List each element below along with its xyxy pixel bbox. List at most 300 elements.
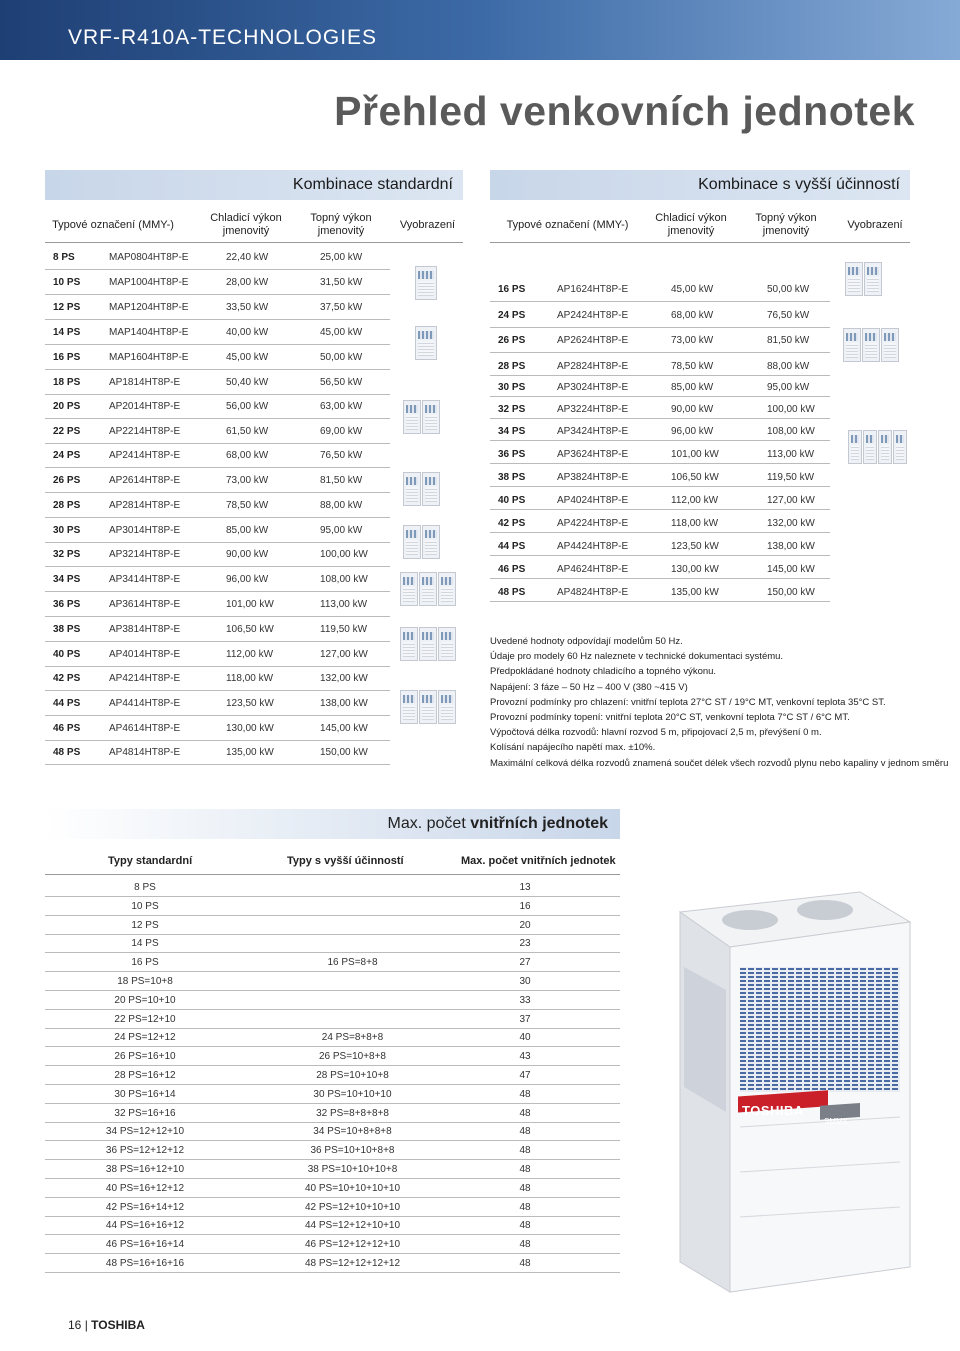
row-model: AP3224HT8P-E xyxy=(557,404,629,415)
row-standard: 30 PS=16+14 xyxy=(114,1088,176,1100)
row-standard: 34 PS=12+12+10 xyxy=(105,1126,185,1138)
table-row xyxy=(490,465,830,487)
row-efficient: 42 PS=12+10+10+10 xyxy=(304,1201,401,1213)
row-ps: 12 PS xyxy=(53,302,81,313)
row-ps: 38 PS xyxy=(498,472,526,483)
row-heating: 100,00 kW xyxy=(767,404,815,415)
page-title: Přehled venkovních jednotek xyxy=(334,88,915,134)
table-row xyxy=(45,1047,620,1066)
table-row xyxy=(45,897,620,916)
row-ps: 8 PS xyxy=(53,252,75,263)
max-indoor-heading xyxy=(45,809,620,839)
row-standard: 48 PS=16+16+16 xyxy=(105,1258,185,1269)
row-cooling: 96,00 kW xyxy=(671,426,714,437)
row-model: MAP1004HT8P-E xyxy=(109,277,189,288)
series-title: VRF-R410A-TECHNOLOGIES xyxy=(68,26,378,49)
row-heating: 95,00 kW xyxy=(767,382,810,393)
outdoor-module-icon xyxy=(864,262,882,296)
row-standard: 20 PS=10+10 xyxy=(114,994,176,1006)
outdoor-module-icon xyxy=(400,690,418,724)
row-efficient: 36 PS=10+10+8+8 xyxy=(310,1145,395,1157)
table-row xyxy=(45,345,390,370)
page-footer xyxy=(68,1318,145,1332)
footer-brand: TOSHIBA xyxy=(91,1318,145,1332)
outdoor-module-icon xyxy=(422,525,440,559)
row-ps: 24 PS xyxy=(53,450,81,461)
row-model: AP3214HT8P-E xyxy=(109,549,181,560)
row-ps: 28 PS xyxy=(53,500,81,511)
std-col-cool: Chladicí výkon jmenovitý xyxy=(210,212,282,237)
row-heating: 113,00 kW xyxy=(320,599,368,610)
row-efficient: 40 PS=10+10+10+10 xyxy=(304,1182,401,1194)
page-number: 16 xyxy=(68,1318,82,1332)
outdoor-module-icon xyxy=(419,690,437,724)
row-ps: 34 PS xyxy=(498,426,526,437)
row-cooling: 90,00 kW xyxy=(671,404,714,415)
row-efficient: 32 PS=8+8+8+8 xyxy=(316,1107,389,1119)
table-row xyxy=(45,394,390,419)
row-heating: 69,00 kW xyxy=(320,426,363,437)
row-ps: 32 PS xyxy=(498,404,526,415)
row-cooling: 33,50 kW xyxy=(226,302,269,313)
table-row xyxy=(45,642,390,667)
table-row xyxy=(45,320,390,345)
note-line: Výpočtová délka rozvodů: hlavní rozvod 5 m, připojovací 2,5 m, převýšení 0 m. xyxy=(490,727,822,739)
table-row xyxy=(45,270,390,295)
row-efficient: 16 PS=8+8 xyxy=(327,957,378,969)
row-efficient: 24 PS=8+8+8 xyxy=(321,1032,384,1044)
eff-col-model: Typové označení (MMY-) xyxy=(506,219,629,231)
max-col-standard: Typy standardní xyxy=(108,855,193,867)
table-row xyxy=(490,511,830,533)
max-col-max: Max. počet vnitřních jednotek xyxy=(461,855,616,867)
row-max: 48 xyxy=(519,1164,531,1175)
table-row xyxy=(45,1254,620,1273)
row-model: AP4414HT8P-E xyxy=(109,698,181,709)
table-row xyxy=(45,691,390,716)
row-ps: 16 PS xyxy=(53,352,81,363)
table-row xyxy=(490,442,830,464)
row-heating: 113,00 kW xyxy=(767,449,815,460)
row-heating: 132,00 kW xyxy=(767,518,815,529)
row-model: AP2424HT8P-E xyxy=(557,310,629,321)
row-max: 48 xyxy=(519,1220,531,1232)
note-line: Kolísání napájecího napětí max. ±10%. xyxy=(490,742,656,754)
row-model: AP4614HT8P-E xyxy=(109,723,181,734)
table-row xyxy=(45,419,390,444)
row-model: AP3814HT8P-E xyxy=(109,624,181,635)
table-row xyxy=(45,953,620,972)
max-indoor-heading-bold: vnitřních jednotek xyxy=(470,815,608,832)
row-model: MAP1604HT8P-E xyxy=(109,352,189,363)
row-ps: 44 PS xyxy=(53,698,81,709)
table-row xyxy=(45,542,390,567)
row-standard: 44 PS=16+16+12 xyxy=(105,1220,185,1232)
table-row xyxy=(45,1235,620,1254)
eff-col-heat: Topný výkon jmenovitý xyxy=(755,212,817,237)
table-row xyxy=(45,740,390,765)
row-ps: 18 PS xyxy=(53,377,81,388)
row-cooling: 40,00 kW xyxy=(226,327,269,338)
row-ps: 26 PS xyxy=(53,475,81,486)
row-heating: 108,00 kW xyxy=(320,574,368,585)
row-heating: 25,00 kW xyxy=(320,252,363,263)
row-cooling: 112,00 kW xyxy=(226,649,274,660)
row-cooling: 101,00 kW xyxy=(226,599,274,610)
footer-separator: | xyxy=(84,1318,92,1332)
outdoor-module-icon xyxy=(400,572,418,606)
row-heating: 81,50 kW xyxy=(320,475,363,486)
table-row xyxy=(45,617,390,642)
row-max: 48 xyxy=(519,1107,531,1119)
outdoor-module-icon xyxy=(415,326,437,360)
table-row xyxy=(45,1010,620,1029)
photo-brand-logo: TOSHIBA xyxy=(742,1103,804,1118)
max-col-efficient: Typy s vyšší účinností xyxy=(287,855,404,867)
outdoor-unit-photo xyxy=(660,872,930,1302)
row-model: AP1624HT8P-E xyxy=(557,284,629,295)
eff-col-image: Vyobrazení xyxy=(847,219,903,231)
row-ps: 34 PS xyxy=(53,574,81,585)
row-heating: 76,50 kW xyxy=(767,310,810,321)
std-col-heat: Topný výkon jmenovitý xyxy=(310,212,372,237)
notes-block xyxy=(490,634,950,771)
row-cooling: 22,40 kW xyxy=(226,252,269,263)
row-efficient: 26 PS=10+8+8 xyxy=(318,1051,386,1063)
row-ps: 40 PS xyxy=(53,649,81,660)
row-efficient: 44 PS=12+12+10+10 xyxy=(304,1220,401,1232)
row-heating: 76,50 kW xyxy=(320,450,363,461)
row-ps: 36 PS xyxy=(53,599,81,610)
row-max: 43 xyxy=(519,1051,531,1063)
row-max: 48 xyxy=(519,1145,531,1157)
row-model: MAP1204HT8P-E xyxy=(109,302,189,313)
row-ps: 48 PS xyxy=(53,747,81,758)
row-ps: 24 PS xyxy=(498,310,526,321)
table-row xyxy=(45,878,620,897)
table-row xyxy=(45,468,390,493)
note-line: Údaje pro modely 60 Hz naleznete v technické dokumentaci systému. xyxy=(490,651,784,663)
row-cooling: 123,50 kW xyxy=(671,541,719,552)
row-ps: 26 PS xyxy=(498,335,526,346)
row-heating: 145,00 kW xyxy=(767,564,815,575)
row-ps: 22 PS xyxy=(53,426,81,437)
table-row xyxy=(45,666,390,691)
row-efficient: 30 PS=10+10+10 xyxy=(313,1088,392,1100)
row-ps: 32 PS xyxy=(53,549,81,560)
table-row xyxy=(45,1066,620,1085)
row-standard: 42 PS=16+14+12 xyxy=(105,1201,185,1213)
row-heating: 119,50 kW xyxy=(320,624,368,635)
row-cooling: 50,40 kW xyxy=(226,377,269,388)
table-row xyxy=(490,277,830,302)
note-line: Maximální celková délka rozvodů znamená součet délek všech rozvodů plynu nebo kapaliny v jednom směru xyxy=(490,757,949,769)
table-row xyxy=(45,1179,620,1198)
eff-col-cool: Chladicí výkon jmenovitý xyxy=(655,212,727,237)
grill-pattern xyxy=(740,967,900,1092)
row-heating: 119,50 kW xyxy=(767,472,815,483)
std-col-image: Vyobrazení xyxy=(399,219,456,231)
row-heating: 132,00 kW xyxy=(320,673,368,684)
row-model: AP3624HT8P-E xyxy=(557,449,629,460)
row-model: AP3424HT8P-E xyxy=(557,426,629,437)
row-model: AP4014HT8P-E xyxy=(109,649,181,660)
row-cooling: 73,00 kW xyxy=(226,475,269,486)
row-model: AP4024HT8P-E xyxy=(557,495,629,506)
row-model: AP2414HT8P-E xyxy=(109,450,181,461)
outdoor-module-icon xyxy=(878,430,892,464)
row-heating: 150,00 kW xyxy=(767,587,815,598)
row-standard: 10 PS xyxy=(131,900,159,912)
row-ps: 30 PS xyxy=(498,382,526,393)
row-model: AP4824HT8P-E xyxy=(557,587,629,598)
row-heating: 150,00 kW xyxy=(320,747,368,758)
row-cooling: 96,00 kW xyxy=(226,574,269,585)
note-line: Provozní podmínky pro chlazení: vnitřní teplota 27°C ST / 19°C MT, venkovní teplota 35°C ST. xyxy=(490,696,886,708)
row-ps: 38 PS xyxy=(53,624,81,635)
row-cooling: 106,50 kW xyxy=(226,624,274,635)
row-ps: 42 PS xyxy=(498,518,526,529)
row-ps: 10 PS xyxy=(53,277,81,288)
row-cooling: 106,50 kW xyxy=(671,472,719,483)
efficient-section-heading: Kombinace s vyšší účinností xyxy=(490,170,910,200)
row-heating: 56,50 kW xyxy=(320,377,363,388)
row-heating: 37,50 kW xyxy=(320,302,363,313)
table-row xyxy=(490,303,830,328)
outdoor-module-icon xyxy=(422,400,440,434)
row-heating: 45,00 kW xyxy=(320,327,363,338)
row-standard: 46 PS=16+16+14 xyxy=(105,1239,185,1251)
row-model: AP2814HT8P-E xyxy=(109,500,181,511)
row-heating: 100,00 kW xyxy=(320,549,368,560)
note-line: Předpokládané hodnoty chladicího a topného výkonu. xyxy=(490,666,717,678)
outdoor-module-icon xyxy=(438,572,456,606)
table-row xyxy=(490,354,830,376)
table-row xyxy=(45,991,620,1010)
row-model: AP2624HT8P-E xyxy=(557,335,629,346)
row-standard: 8 PS xyxy=(134,882,156,893)
row-model: AP3614HT8P-E xyxy=(109,599,181,610)
table-row xyxy=(490,580,830,602)
table-row xyxy=(45,716,390,741)
row-max: 47 xyxy=(519,1070,531,1081)
row-ps: 40 PS xyxy=(498,495,526,506)
table-row xyxy=(45,295,390,320)
table-row xyxy=(45,592,390,617)
row-standard: 18 PS=10+8 xyxy=(117,976,173,987)
table-row xyxy=(45,1198,620,1217)
row-efficient: 34 PS=10+8+8+8 xyxy=(313,1126,392,1138)
row-ps: 46 PS xyxy=(498,564,526,575)
row-cooling: 28,00 kW xyxy=(226,277,269,288)
outdoor-module-icon xyxy=(419,572,437,606)
row-model: AP4424HT8P-E xyxy=(557,541,629,552)
row-model: AP3824HT8P-E xyxy=(557,472,629,483)
row-efficient: 46 PS=12+12+12+10 xyxy=(304,1239,401,1251)
table-row xyxy=(490,534,830,556)
row-standard: 12 PS xyxy=(131,919,159,931)
row-cooling: 135,00 kW xyxy=(226,747,274,758)
table-row xyxy=(45,934,620,953)
row-max: 23 xyxy=(519,938,531,950)
row-standard: 24 PS=12+12 xyxy=(114,1032,176,1044)
row-cooling: 68,00 kW xyxy=(226,450,269,461)
row-model: AP3014HT8P-E xyxy=(109,525,181,536)
row-max: 30 xyxy=(519,976,531,987)
note-line: Uvedené hodnoty odpovídají modelům 50 Hz. xyxy=(490,636,683,647)
row-model: MAP0804HT8P-E xyxy=(109,252,189,263)
outdoor-module-icon xyxy=(843,328,861,362)
standard-section-heading: Kombinace standardní xyxy=(45,170,463,200)
row-cooling: 135,00 kW xyxy=(671,587,719,598)
row-max: 16 xyxy=(519,900,531,912)
row-max: 33 xyxy=(519,994,531,1006)
row-heating: 108,00 kW xyxy=(767,426,815,437)
row-model: AP2014HT8P-E xyxy=(109,401,181,412)
table-row xyxy=(45,1085,620,1104)
row-standard: 26 PS=16+10 xyxy=(114,1051,176,1063)
row-standard: 36 PS=12+12+12 xyxy=(105,1145,185,1157)
row-max: 48 xyxy=(519,1239,531,1251)
table-row xyxy=(490,557,830,579)
row-model: AP1814HT8P-E xyxy=(109,377,181,388)
row-cooling: 45,00 kW xyxy=(226,352,269,363)
row-standard: 14 PS xyxy=(131,938,159,950)
row-max: 48 xyxy=(519,1088,531,1100)
row-ps: 36 PS xyxy=(498,449,526,460)
eff-header-divider xyxy=(490,242,910,243)
row-standard: 28 PS=16+12 xyxy=(114,1070,176,1081)
row-max: 37 xyxy=(519,1013,531,1025)
table-row xyxy=(45,1104,620,1123)
row-cooling: 78,50 kW xyxy=(671,361,714,372)
row-cooling: 85,00 kW xyxy=(226,525,269,536)
row-efficient: 38 PS=10+10+10+8 xyxy=(307,1164,398,1175)
row-heating: 127,00 kW xyxy=(320,649,368,660)
row-max: 40 xyxy=(519,1032,531,1044)
table-row xyxy=(45,1141,620,1160)
row-heating: 127,00 kW xyxy=(767,495,815,506)
row-heating: 88,00 kW xyxy=(320,500,363,511)
row-cooling: 56,00 kW xyxy=(226,401,269,412)
outdoor-module-icon xyxy=(403,400,421,434)
row-max: 13 xyxy=(519,882,531,893)
row-standard: 22 PS=12+10 xyxy=(114,1013,176,1025)
outdoor-module-icon xyxy=(403,525,421,559)
row-ps: 14 PS xyxy=(53,327,81,338)
max-indoor-heading-plain: Max. počet xyxy=(387,815,471,832)
row-standard: 38 PS=16+12+10 xyxy=(105,1164,185,1175)
table-row xyxy=(490,419,830,441)
row-ps: 46 PS xyxy=(53,723,81,734)
outdoor-module-icon xyxy=(403,472,421,506)
row-standard: 40 PS=16+12+12 xyxy=(105,1182,185,1194)
row-ps: 48 PS xyxy=(498,587,526,598)
row-heating: 50,00 kW xyxy=(320,352,363,363)
row-cooling: 90,00 kW xyxy=(226,549,269,560)
outdoor-module-icon xyxy=(862,328,880,362)
row-cooling: 68,00 kW xyxy=(671,310,714,321)
row-heating: 31,50 kW xyxy=(320,277,363,288)
outdoor-module-icon xyxy=(419,627,437,661)
table-row xyxy=(45,972,620,991)
row-cooling: 85,00 kW xyxy=(671,382,714,393)
table-row xyxy=(490,328,830,353)
row-max: 27 xyxy=(519,957,531,969)
row-ps: 20 PS xyxy=(53,401,81,412)
row-heating: 138,00 kW xyxy=(767,541,815,552)
table-row xyxy=(45,1160,620,1179)
row-cooling: 73,00 kW xyxy=(671,335,714,346)
row-model: AP4214HT8P-E xyxy=(109,673,181,684)
outdoor-module-icon xyxy=(845,262,863,296)
table-row xyxy=(45,245,390,270)
row-ps: 28 PS xyxy=(498,361,526,372)
row-max: 48 xyxy=(519,1126,531,1138)
outdoor-module-icon xyxy=(848,430,862,464)
table-row xyxy=(45,518,390,543)
row-cooling: 45,00 kW xyxy=(671,284,714,295)
table-row xyxy=(45,493,390,518)
table-row xyxy=(45,567,390,592)
row-cooling: 112,00 kW xyxy=(671,495,719,506)
row-cooling: 130,00 kW xyxy=(671,564,719,575)
std-col-model: Typové označení (MMY-) xyxy=(52,219,174,231)
table-row xyxy=(45,1122,620,1141)
table-row xyxy=(490,375,830,397)
photo-badge: SMMS xyxy=(824,1117,848,1126)
row-model: AP4224HT8P-E xyxy=(557,518,629,529)
note-line: Provozní podmínky topení: vnitřní teplota 20°C ST, venkovní teplota 7°C ST / 6°C MT. xyxy=(490,712,850,724)
row-model: AP2824HT8P-E xyxy=(557,361,629,372)
outdoor-module-icon xyxy=(422,472,440,506)
row-cooling: 101,00 kW xyxy=(671,449,719,460)
outdoor-module-icon xyxy=(893,430,907,464)
row-ps: 42 PS xyxy=(53,673,81,684)
row-cooling: 130,00 kW xyxy=(226,723,274,734)
outdoor-module-icon xyxy=(415,266,437,300)
row-model: AP4624HT8P-E xyxy=(557,564,629,575)
row-model: AP3024HT8P-E xyxy=(557,382,629,393)
row-heating: 138,00 kW xyxy=(320,698,368,709)
table-row xyxy=(490,397,830,419)
row-model: AP3414HT8P-E xyxy=(109,574,181,585)
row-heating: 63,00 kW xyxy=(320,401,363,412)
row-model: AP2614HT8P-E xyxy=(109,475,181,486)
table-row xyxy=(45,370,390,395)
row-heating: 95,00 kW xyxy=(320,525,363,536)
row-ps: 30 PS xyxy=(53,525,81,536)
row-model: AP2214HT8P-E xyxy=(109,426,181,437)
row-max: 48 xyxy=(519,1201,531,1213)
row-cooling: 118,00 kW xyxy=(671,518,719,529)
table-row xyxy=(45,916,620,935)
row-efficient: 28 PS=10+10+8 xyxy=(316,1070,389,1081)
row-cooling: 123,50 kW xyxy=(226,698,274,709)
max-header-divider xyxy=(45,874,620,875)
std-header-divider xyxy=(45,242,463,243)
row-cooling: 78,50 kW xyxy=(226,500,269,511)
row-max: 48 xyxy=(519,1258,531,1269)
top-banner xyxy=(0,0,960,60)
row-heating: 88,00 kW xyxy=(767,361,810,372)
row-model: MAP1404HT8P-E xyxy=(109,327,189,338)
row-efficient: 48 PS=12+12+12+12 xyxy=(304,1258,401,1269)
table-row xyxy=(45,1216,620,1235)
row-ps: 16 PS xyxy=(498,284,526,295)
row-max: 48 xyxy=(519,1182,531,1194)
outdoor-module-icon xyxy=(863,430,877,464)
